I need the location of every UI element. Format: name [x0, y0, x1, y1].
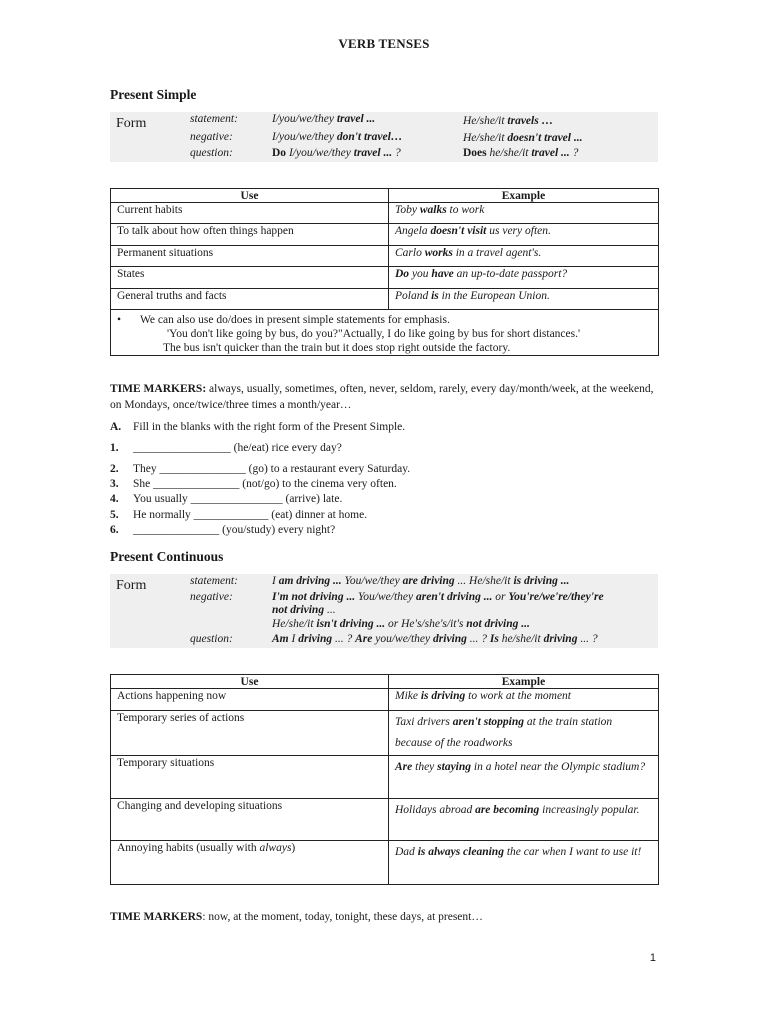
use-cell: General truths and facts	[111, 289, 389, 310]
text-run: Toby	[395, 204, 420, 216]
item-number: 3.	[110, 478, 119, 490]
use-cell	[111, 711, 389, 756]
example-cell	[389, 711, 659, 756]
text-run: Are	[395, 761, 413, 773]
form-negative-line	[272, 604, 336, 616]
exercise-instruction	[110, 421, 405, 433]
item-number: 4.	[110, 493, 119, 505]
table-row	[111, 841, 659, 885]
text-run: ...	[324, 604, 336, 616]
text-run: travels …	[507, 115, 554, 127]
text-run: Actions happening now	[117, 690, 227, 702]
text-run: not driving	[272, 604, 325, 616]
item-number: 5.	[110, 509, 119, 521]
table-row	[111, 711, 659, 756]
text-run: not driving ...	[466, 618, 530, 630]
note-line: 'You don't like going by bus, do you?"Actually, I do like going by bus for short distances.'	[167, 328, 581, 340]
text-run: have	[431, 268, 454, 280]
text-run: driving	[543, 633, 578, 645]
text-run: us very often.	[486, 225, 551, 237]
text-run: increasingly popular.	[539, 804, 640, 816]
example-cell	[389, 224, 659, 246]
item-text: You usually ________________ (arrive) late.	[133, 493, 343, 505]
exercise-item	[110, 524, 335, 536]
note-line: The bus isn't quicker than the train but it does stop right outside the factory.	[163, 342, 511, 354]
text-run: You/we/they	[341, 575, 403, 587]
text-run: He/she/it	[463, 132, 508, 144]
page-number: 1	[649, 952, 656, 964]
text-run: is driving ...	[513, 575, 570, 587]
item-number: 1.	[110, 442, 119, 454]
note-cell	[111, 310, 659, 356]
text-run: you	[409, 268, 432, 280]
text-run: Carlo	[395, 247, 425, 259]
text-run: )	[291, 842, 296, 854]
exercise-item	[110, 493, 342, 505]
form-type-statement: statement:	[190, 575, 238, 587]
present-simple-use-table	[110, 188, 659, 356]
table-row	[111, 224, 659, 246]
text-run: I/you/we/they	[272, 131, 337, 143]
text-run: they	[412, 761, 438, 773]
time-markers-label: TIME MARKERS	[110, 911, 203, 923]
text-run: or	[492, 591, 509, 603]
text-run: the car when I want to use it!	[503, 846, 642, 858]
text-run: travel ...	[353, 147, 393, 159]
table-row	[111, 246, 659, 267]
text-run: Dad	[395, 846, 418, 858]
text-run: are driving	[402, 575, 455, 587]
exercise-item	[110, 509, 367, 521]
table-row	[111, 756, 659, 799]
text-run: isn't driving ...	[316, 618, 386, 630]
text-run: You're/we're/they're	[508, 591, 604, 603]
text-run: I'm	[272, 591, 292, 603]
text-run: You/we/they	[355, 591, 417, 603]
text-run: I	[272, 575, 279, 587]
use-cell: States	[111, 267, 389, 289]
text-run: is driving	[420, 690, 466, 702]
form-type-question: question:	[190, 633, 233, 645]
text-run: ... ?	[466, 633, 490, 645]
form-type-negative: negative:	[190, 131, 233, 143]
text-run: ... He/she/it	[454, 575, 514, 587]
form-question-plural	[272, 147, 401, 159]
form-question-singular	[463, 147, 578, 159]
text-run: ?	[569, 147, 579, 159]
example-cell	[389, 799, 659, 841]
example-cell	[389, 756, 659, 799]
text-run: Angela	[395, 225, 431, 237]
text-run: I/you/we/they	[288, 147, 354, 159]
text-run: don't travel…	[336, 131, 403, 143]
text-run: aren't driving ...	[416, 591, 493, 603]
form-label: Form	[116, 578, 147, 593]
form-label: Form	[116, 116, 147, 131]
text-run: I/you/we/they	[272, 113, 337, 125]
text-run: to work	[446, 204, 485, 216]
text-run: Do	[272, 147, 289, 159]
table-row	[111, 267, 659, 289]
example-cell	[389, 289, 659, 310]
form-negative-plural	[272, 131, 402, 143]
table-row	[111, 203, 659, 224]
text-run: Changing and developing situations	[117, 800, 283, 812]
example-cell	[389, 246, 659, 267]
use-cell: To talk about how often things happen	[111, 224, 389, 246]
text-run: Temporary series of actions	[117, 712, 245, 724]
text-run: I	[288, 633, 299, 645]
text-run: Do	[395, 268, 410, 280]
form-negative-line	[272, 591, 604, 603]
text-run: Annoying habits (usually with	[117, 842, 260, 854]
text-run: doesn't visit	[430, 225, 487, 237]
text-run: is always cleaning	[417, 846, 504, 858]
present-simple-form-box	[110, 112, 658, 162]
note-bullet: •	[117, 314, 122, 326]
use-cell	[111, 689, 389, 711]
form-question	[272, 633, 598, 645]
page-title: VERB TENSES	[338, 36, 430, 51]
text-run: He/she/it	[272, 618, 317, 630]
item-number: 6.	[110, 524, 119, 536]
text-run: Holidays abroad	[395, 804, 476, 816]
use-header: Use	[111, 675, 389, 689]
exercise-letter: A.	[110, 421, 122, 433]
form-statement-plural	[272, 113, 375, 125]
text-run: is	[431, 290, 439, 302]
table-row	[111, 799, 659, 841]
text-run: in a hotel near the Olympic stadium?	[471, 761, 646, 773]
text-run: Mike	[395, 690, 421, 702]
text-run: staying	[437, 761, 472, 773]
text-run: Are	[355, 633, 373, 645]
time-markers-simple	[110, 381, 660, 413]
item-number: 2.	[110, 463, 119, 475]
table-row	[111, 689, 659, 711]
time-markers-continuous	[110, 909, 660, 925]
text-run: ... ?	[332, 633, 356, 645]
text-run: in a travel agent's.	[452, 247, 542, 259]
form-negative-singular	[463, 132, 582, 144]
text-run: walks	[419, 204, 447, 216]
exercise-instruction-text: Fill in the blanks with the right form of the Present Simple.	[133, 421, 406, 433]
text-run: He/she/it	[463, 115, 508, 127]
text-run: he/she/it	[489, 147, 532, 159]
form-type-question: question:	[190, 147, 233, 159]
text-run: Poland	[395, 290, 432, 302]
form-type-statement: statement:	[190, 113, 238, 125]
example-cell	[389, 841, 659, 885]
use-header: Use	[111, 189, 389, 203]
text-run: are becoming	[475, 804, 540, 816]
text-run: Temporary situations	[117, 757, 215, 769]
exercise-item	[110, 478, 397, 490]
form-type-negative: negative:	[190, 591, 233, 603]
text-run: works	[424, 247, 453, 259]
note-line: We can also use do/does in present simple statements for emphasis.	[140, 314, 450, 326]
item-text: She _______________ (not/go) to the cinema very often.	[133, 478, 397, 490]
text-run: at the train station because of the roadworks	[395, 716, 613, 749]
example-header: Example	[389, 675, 659, 689]
time-markers-label: TIME MARKERS:	[110, 383, 207, 395]
use-cell	[111, 799, 389, 841]
text-run: Am	[272, 633, 289, 645]
present-continuous-form-box	[110, 574, 658, 648]
time-markers-text: always, usually, sometimes, often, never, seldom, rarely, every day/month/week, at the weekend, on Mondays, once/twice/three times a month/year…	[110, 383, 654, 411]
use-cell: Permanent situations	[111, 246, 389, 267]
table-row	[111, 289, 659, 310]
use-cell	[111, 841, 389, 885]
text-run: travel ...	[531, 147, 570, 159]
table-row-note	[111, 310, 659, 356]
time-markers-text: : now, at the moment, today, tonight, these days, at present…	[202, 911, 483, 923]
example-cell	[389, 267, 659, 289]
text-run: Taxi drivers	[395, 716, 453, 728]
text-run: in the European Union.	[438, 290, 550, 302]
use-cell	[111, 756, 389, 799]
present-continuous-heading: Present Continuous	[110, 549, 224, 564]
text-run: doesn't travel ...	[507, 132, 583, 144]
text-run: travel ...	[336, 113, 376, 125]
text-run: an up-to-date passport?	[453, 268, 568, 280]
exercise-item	[110, 442, 342, 454]
text-run: or He's/she's/it's	[385, 618, 467, 630]
text-run: aren't stopping	[452, 716, 524, 728]
item-text: They _______________ (go) to a restaurant every Saturday.	[133, 463, 411, 475]
text-run: always	[259, 842, 292, 854]
example-header: Example	[389, 189, 659, 203]
text-run: driving	[433, 633, 467, 645]
item-text: He normally _____________ (eat) dinner at home.	[133, 509, 368, 521]
item-text: _________________ (he/eat) rice every day?	[133, 442, 342, 454]
text-run: you/we/they	[372, 633, 434, 645]
text-run: not driving ...	[291, 591, 356, 603]
present-simple-heading: Present Simple	[110, 87, 197, 102]
text-run: am driving ...	[278, 575, 342, 587]
example-cell	[389, 203, 659, 224]
present-continuous-use-table	[110, 674, 659, 885]
use-cell: Current habits	[111, 203, 389, 224]
text-run: Is	[489, 633, 499, 645]
item-text: _______________ (you/study) every night?	[133, 524, 336, 536]
form-statement	[272, 575, 569, 587]
text-run: Does	[463, 147, 490, 159]
text-run: ... ?	[577, 633, 598, 645]
exercise-item	[110, 463, 410, 475]
example-cell	[389, 689, 659, 711]
text-run: ?	[392, 147, 401, 159]
text-run: driving	[298, 633, 333, 645]
text-run: to work at the moment	[465, 690, 572, 702]
form-negative-line	[272, 618, 530, 630]
text-run: he/she/it	[498, 633, 544, 645]
form-statement-singular	[463, 115, 553, 127]
